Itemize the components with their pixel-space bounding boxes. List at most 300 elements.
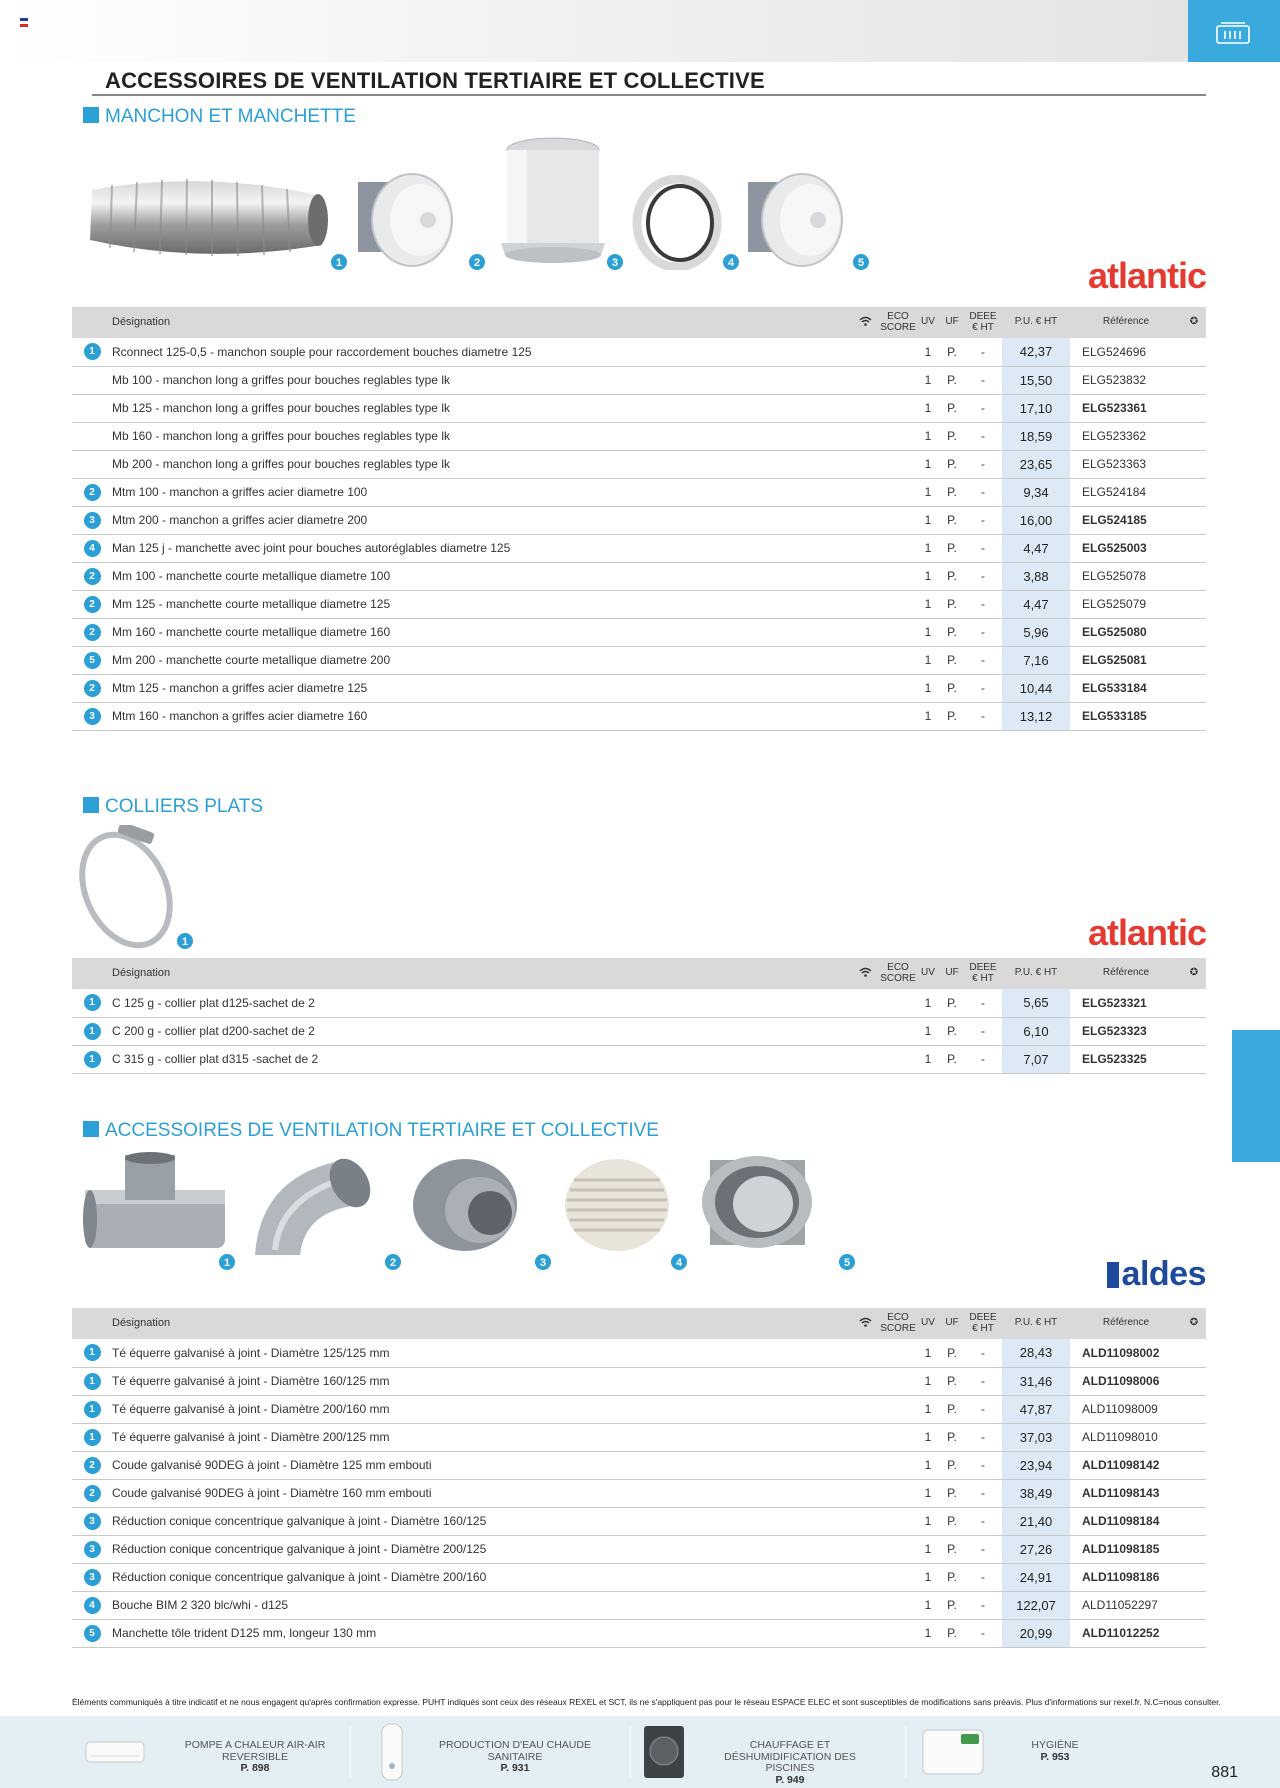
product-flexible-duct-image (82, 170, 332, 265)
row-wifi-cell (850, 422, 880, 450)
row-reference[interactable]: ELG523323 (1070, 1017, 1182, 1045)
row-reference[interactable]: ELG524185 (1070, 506, 1182, 534)
row-uv: 1 (916, 618, 940, 646)
section-title-text: COLLIERS PLATS (105, 796, 264, 817)
wifi-icon (850, 1308, 880, 1339)
table-row[interactable] (72, 1045, 1206, 1073)
row-product-number-badge: 2 (84, 1457, 101, 1474)
row-reference[interactable]: ELG523361 (1070, 394, 1182, 422)
row-product-number-badge: 3 (84, 1513, 101, 1530)
row-reference[interactable]: ALD11098184 (1070, 1507, 1182, 1535)
row-price: 3,88 (1002, 562, 1070, 590)
row-eco-score (880, 989, 916, 1017)
row-product-number-badge: 4 (84, 540, 101, 557)
row-uf: P. (940, 338, 964, 366)
row-number-cell (72, 1507, 112, 1535)
row-uv: 1 (916, 506, 940, 534)
row-product-number-badge: 1 (84, 1023, 101, 1040)
product-reduction-image (410, 1155, 530, 1260)
product-number-badge: 3 (534, 1253, 552, 1271)
row-designation: C 125 g - collier plat d125-sachet de 2 (112, 989, 850, 1017)
header-price: P.U. € HT (1002, 1308, 1070, 1339)
product-table-manchon (72, 307, 1206, 731)
row-designation: Mm 160 - manchette courte metallique diametre 160 (112, 618, 850, 646)
row-designation: Mb 160 - manchon long a griffes pour bouches reglables type lk (112, 422, 850, 450)
product-number-badge: 2 (384, 1253, 402, 1271)
settings-gear-icon[interactable]: ✪ (1182, 307, 1206, 338)
row-uf: P. (940, 394, 964, 422)
row-wifi-cell (850, 989, 880, 1017)
row-wifi-cell (850, 366, 880, 394)
row-reference[interactable]: ELG524696 (1070, 338, 1182, 366)
row-reference[interactable]: ELG525079 (1070, 590, 1182, 618)
row-reference[interactable]: ELG524184 (1070, 478, 1182, 506)
row-reference[interactable]: ALD11098010 (1070, 1423, 1182, 1451)
row-designation: Coude galvanisé 90DEG à joint - Diamètre 160 mm embouti (112, 1479, 850, 1507)
row-reference[interactable]: ELG533184 (1070, 674, 1182, 702)
row-price: 37,03 (1002, 1423, 1070, 1451)
row-uf: P. (940, 674, 964, 702)
row-uv: 1 (916, 674, 940, 702)
settings-gear-icon[interactable]: ✪ (1182, 958, 1206, 989)
row-reference[interactable]: ALD11098186 (1070, 1563, 1182, 1591)
row-eco-score (880, 450, 916, 478)
row-number-cell (72, 534, 112, 562)
product-bouche-bim-image (562, 1155, 672, 1260)
row-uv: 1 (916, 1423, 940, 1451)
row-uv: 1 (916, 646, 940, 674)
row-reference[interactable]: ALD11098006 (1070, 1367, 1182, 1395)
row-designation: C 200 g - collier plat d200-sachet de 2 (112, 1017, 850, 1045)
row-deee: - (964, 1591, 1002, 1619)
side-chapter-tab[interactable] (1232, 1030, 1280, 1162)
product-number-badge: 5 (852, 253, 870, 271)
row-reference[interactable]: ALD11098143 (1070, 1479, 1182, 1507)
section-square-icon (83, 1121, 99, 1137)
row-uf: P. (940, 422, 964, 450)
row-price: 6,10 (1002, 1017, 1070, 1045)
row-number-cell (72, 394, 112, 422)
row-price: 9,34 (1002, 478, 1070, 506)
row-price: 5,96 (1002, 618, 1070, 646)
row-designation: Mb 200 - manchon long a griffes pour bouches reglables type lk (112, 450, 850, 478)
row-uf: P. (940, 506, 964, 534)
row-wifi-cell (850, 1619, 880, 1647)
footer-link-piscines[interactable] (640, 1716, 910, 1788)
row-eco-score (880, 618, 916, 646)
row-deee: - (964, 478, 1002, 506)
brand-logo-aldes (1107, 1255, 1206, 1294)
header-uv: UV (916, 307, 940, 338)
row-number-cell (72, 478, 112, 506)
row-product-number-badge: 1 (84, 1401, 101, 1418)
table-row[interactable] (72, 989, 1206, 1017)
row-uf: P. (940, 1619, 964, 1647)
table-row[interactable] (72, 702, 1206, 730)
table-row[interactable] (72, 590, 1206, 618)
row-product-number-badge: 2 (84, 624, 101, 641)
table-row[interactable] (72, 1395, 1206, 1423)
row-reference[interactable]: ELG533185 (1070, 702, 1182, 730)
row-wifi-cell (850, 590, 880, 618)
row-uf: P. (940, 1045, 964, 1073)
row-reference[interactable]: ELG523832 (1070, 366, 1182, 394)
row-number-cell (72, 646, 112, 674)
table-row[interactable] (72, 1479, 1206, 1507)
header-reference: Référence (1070, 1308, 1182, 1339)
row-uv: 1 (916, 366, 940, 394)
row-reference[interactable]: ELG525081 (1070, 646, 1182, 674)
row-wifi-cell (850, 1017, 880, 1045)
row-product-number-badge: 2 (84, 1485, 101, 1502)
row-uf: P. (940, 366, 964, 394)
row-uf: P. (940, 1017, 964, 1045)
table-row[interactable] (72, 534, 1206, 562)
footer-label: CHAUFFAGE ET DÉSHUMIDIFICATION DES PISCINES (724, 1739, 856, 1775)
row-price: 23,94 (1002, 1451, 1070, 1479)
row-designation: Coude galvanisé 90DEG à joint - Diamètre 125 mm embouti (112, 1451, 850, 1479)
row-number-cell (72, 1045, 112, 1073)
row-action-cell (1182, 1339, 1206, 1367)
row-wifi-cell (850, 1479, 880, 1507)
row-product-number-badge: 2 (84, 484, 101, 501)
table-row[interactable] (72, 1507, 1206, 1535)
table-row[interactable] (72, 646, 1206, 674)
row-eco-score (880, 1535, 916, 1563)
row-reference[interactable]: ALD11098002 (1070, 1339, 1182, 1367)
row-price: 47,87 (1002, 1395, 1070, 1423)
row-eco-score (880, 1339, 916, 1367)
row-number-cell (72, 338, 112, 366)
row-price: 23,65 (1002, 450, 1070, 478)
row-reference[interactable]: ELG523321 (1070, 989, 1182, 1017)
table-row[interactable] (72, 562, 1206, 590)
footer-link-pompe-chaleur[interactable] (60, 1716, 360, 1788)
row-uv: 1 (916, 1507, 940, 1535)
row-uv: 1 (916, 1535, 940, 1563)
header-deee: DEEE € HT (964, 958, 1002, 989)
section-title-manchon (83, 106, 356, 128)
row-number-cell (72, 1017, 112, 1045)
row-action-cell (1182, 989, 1206, 1017)
row-eco-score (880, 506, 916, 534)
row-action-cell (1182, 366, 1206, 394)
row-action-cell (1182, 1535, 1206, 1563)
row-wifi-cell (850, 1367, 880, 1395)
row-product-number-badge: 1 (84, 343, 101, 360)
row-action-cell (1182, 1367, 1206, 1395)
row-deee: - (964, 1045, 1002, 1073)
row-number-cell (72, 1619, 112, 1647)
table-body (72, 1339, 1206, 1647)
category-tab[interactable] (1188, 0, 1280, 62)
header-designation: Désignation (72, 307, 850, 338)
row-deee: - (964, 1451, 1002, 1479)
table-row[interactable] (72, 1339, 1206, 1367)
footer-page: P. 953 (1040, 1750, 1070, 1763)
row-action-cell (1182, 1591, 1206, 1619)
row-product-number-badge: 5 (84, 652, 101, 669)
row-action-cell (1182, 1423, 1206, 1451)
row-product-number-badge: 1 (84, 1373, 101, 1390)
row-action-cell (1182, 702, 1206, 730)
row-uf: P. (940, 1535, 964, 1563)
row-price: 38,49 (1002, 1479, 1070, 1507)
row-price: 122,07 (1002, 1591, 1070, 1619)
row-number-cell (72, 1367, 112, 1395)
table-row[interactable] (72, 478, 1206, 506)
product-te-equerre-image (80, 1150, 230, 1265)
table-row[interactable] (72, 506, 1206, 534)
row-deee: - (964, 702, 1002, 730)
row-reference[interactable]: ALD11052297 (1070, 1591, 1182, 1619)
row-wifi-cell (850, 1591, 880, 1619)
table-row[interactable] (72, 338, 1206, 366)
header-uf: UF (940, 958, 964, 989)
row-eco-score (880, 338, 916, 366)
row-deee: - (964, 989, 1002, 1017)
row-wifi-cell (850, 1339, 880, 1367)
row-reference[interactable]: ALD11098009 (1070, 1395, 1182, 1423)
row-designation: Té équerre galvanisé à joint - Diamètre 200/160 mm (112, 1395, 850, 1423)
row-reference[interactable]: ALD11098185 (1070, 1535, 1182, 1563)
row-designation: Mb 100 - manchon long a griffes pour bouches reglables type lk (112, 366, 850, 394)
row-wifi-cell (850, 338, 880, 366)
section-title-colliers (83, 796, 263, 818)
row-wifi-cell (850, 646, 880, 674)
row-wifi-cell (850, 1423, 880, 1451)
section-title-text: MANCHON ET MANCHETTE (105, 106, 356, 127)
footer-link-eau-chaude[interactable] (360, 1716, 650, 1788)
footer-divider (630, 1726, 631, 1778)
header-uv: UV (916, 1308, 940, 1339)
row-deee: - (964, 1479, 1002, 1507)
row-reference[interactable]: ELG525080 (1070, 618, 1182, 646)
row-action-cell (1182, 674, 1206, 702)
row-action-cell (1182, 394, 1206, 422)
footer-page: P. 931 (500, 1762, 530, 1775)
row-reference[interactable]: ELG525003 (1070, 534, 1182, 562)
row-action-cell (1182, 506, 1206, 534)
table-row[interactable] (72, 1619, 1206, 1647)
row-deee: - (964, 534, 1002, 562)
header-uf: UF (940, 307, 964, 338)
row-uv: 1 (916, 394, 940, 422)
row-price: 10,44 (1002, 674, 1070, 702)
row-wifi-cell (850, 1535, 880, 1563)
row-designation: Mm 100 - manchette courte metallique diametre 100 (112, 562, 850, 590)
product-manchette-trident-image (695, 1150, 825, 1260)
section-title-accessoires (83, 1120, 659, 1142)
table-row[interactable] (72, 1591, 1206, 1619)
row-designation: Mm 200 - manchette courte metallique diametre 200 (112, 646, 850, 674)
row-price: 27,26 (1002, 1535, 1070, 1563)
header-uf: UF (940, 1308, 964, 1339)
row-product-number-badge: 3 (84, 512, 101, 529)
row-reference[interactable]: ELG523362 (1070, 422, 1182, 450)
product-number-badge: 1 (176, 932, 194, 950)
row-eco-score (880, 1619, 916, 1647)
table-row[interactable] (72, 1535, 1206, 1563)
table-body (72, 989, 1206, 1073)
top-bar (0, 0, 1280, 62)
row-uf: P. (940, 618, 964, 646)
product-manchon-acier-image (498, 135, 608, 280)
row-reference[interactable]: ELG523325 (1070, 1045, 1182, 1073)
row-uf: P. (940, 1507, 964, 1535)
row-uv: 1 (916, 1479, 940, 1507)
footer-page: P. 949 (775, 1773, 805, 1786)
product-number-badge: 4 (722, 253, 740, 271)
row-price: 18,59 (1002, 422, 1070, 450)
table-row[interactable] (72, 618, 1206, 646)
row-reference[interactable]: ELG523363 (1070, 450, 1182, 478)
row-eco-score (880, 646, 916, 674)
row-number-cell (72, 674, 112, 702)
row-number-cell (72, 1479, 112, 1507)
row-deee: - (964, 646, 1002, 674)
footer-link-hygiene[interactable] (915, 1716, 1175, 1788)
footer-label: PRODUCTION D'EAU CHAUDE SANITAIRE (439, 1739, 591, 1763)
header-price: P.U. € HT (1002, 307, 1070, 338)
pool-heat-pump-icon (642, 1724, 686, 1780)
row-wifi-cell (850, 1451, 880, 1479)
row-eco-score (880, 702, 916, 730)
row-uv: 1 (916, 1045, 940, 1073)
table-row[interactable] (72, 1367, 1206, 1395)
row-uv: 1 (916, 1563, 940, 1591)
footer-divider (905, 1726, 906, 1778)
row-product-number-badge: 2 (84, 568, 101, 585)
row-uf: P. (940, 1339, 964, 1367)
product-collier-image (76, 825, 186, 960)
row-deee: - (964, 590, 1002, 618)
brand-name: aldes (1121, 1255, 1206, 1293)
row-designation: Mtm 160 - manchon a griffes acier diametre 160 (112, 702, 850, 730)
row-reference[interactable]: ELG525078 (1070, 562, 1182, 590)
row-eco-score (880, 1423, 916, 1451)
row-uf: P. (940, 702, 964, 730)
table-row[interactable] (72, 394, 1206, 422)
product-bouche-manchon-image (350, 170, 465, 275)
row-action-cell (1182, 618, 1206, 646)
product-number-badge: 1 (218, 1253, 236, 1271)
row-uv: 1 (916, 1451, 940, 1479)
row-number-cell (72, 1451, 112, 1479)
table-header (72, 307, 1206, 338)
disclaimer-text: Éléments communiqués à titre indicatif et ne nous engagent qu'après confirmation expresse. PUHT indiqués sont ceux des réseaux REXEL et SCT, ils ne s'appliquent pas pour le réseau ESPACE ELEC et sont susceptibles de modifications sans préavis. Plus d'informations sur rexel.fr. N.C=nous consulter. (72, 1697, 1221, 1707)
row-number-cell (72, 618, 112, 646)
row-eco-score (880, 1479, 916, 1507)
row-eco-score (880, 1451, 916, 1479)
ventilation-unit-icon (1216, 22, 1250, 44)
row-wifi-cell (850, 478, 880, 506)
row-designation: Mtm 100 - manchon a griffes acier diametre 100 (112, 478, 850, 506)
row-designation: C 315 g - collier plat d315 -sachet de 2 (112, 1045, 850, 1073)
row-number-cell (72, 1535, 112, 1563)
row-product-number-badge: 5 (84, 1625, 101, 1642)
row-wifi-cell (850, 702, 880, 730)
row-uv: 1 (916, 338, 940, 366)
table-row[interactable] (72, 422, 1206, 450)
wifi-icon (850, 307, 880, 338)
row-action-cell (1182, 646, 1206, 674)
row-product-number-badge: 1 (84, 1051, 101, 1068)
footer-divider (350, 1726, 351, 1778)
row-uv: 1 (916, 562, 940, 590)
footer-page: P. 898 (240, 1762, 270, 1775)
row-deee: - (964, 1563, 1002, 1591)
table-row[interactable] (72, 1563, 1206, 1591)
row-action-cell (1182, 1479, 1206, 1507)
row-deee: - (964, 1017, 1002, 1045)
table-row[interactable] (72, 1423, 1206, 1451)
row-uf: P. (940, 989, 964, 1017)
row-number-cell (72, 1591, 112, 1619)
row-number-cell (72, 422, 112, 450)
row-uf: P. (940, 1423, 964, 1451)
row-wifi-cell (850, 674, 880, 702)
row-designation: Mtm 125 - manchon a griffes acier diametre 125 (112, 674, 850, 702)
aldes-logo-block (1107, 1262, 1119, 1288)
table-header (72, 958, 1206, 989)
row-eco-score (880, 562, 916, 590)
row-uv: 1 (916, 1017, 940, 1045)
footer-label: POMPE A CHALEUR AIR-AIR REVERSIBLE (184, 1739, 326, 1763)
row-designation: Man 125 j - manchette avec joint pour bouches autoréglables diametre 125 (112, 534, 850, 562)
row-deee: - (964, 1339, 1002, 1367)
product-coude-image (245, 1150, 395, 1265)
title-divider (92, 94, 1206, 96)
row-designation: Manchette tôle trident D125 mm, longeur 130 mm (112, 1619, 850, 1647)
row-uv: 1 (916, 1339, 940, 1367)
row-uv: 1 (916, 422, 940, 450)
row-uv: 1 (916, 450, 940, 478)
row-number-cell (72, 1339, 112, 1367)
row-reference[interactable]: ALD11098142 (1070, 1451, 1182, 1479)
row-deee: - (964, 1535, 1002, 1563)
row-deee: - (964, 338, 1002, 366)
row-designation: Mb 125 - manchon long a griffes pour bouches reglables type lk (112, 394, 850, 422)
settings-gear-icon[interactable]: ✪ (1182, 1308, 1206, 1339)
row-uf: P. (940, 1451, 964, 1479)
table-row[interactable] (72, 366, 1206, 394)
row-uf: P. (940, 646, 964, 674)
row-number-cell (72, 562, 112, 590)
row-deee: - (964, 422, 1002, 450)
row-reference[interactable]: ALD11012252 (1070, 1619, 1182, 1647)
row-designation: Té équerre galvanisé à joint - Diamètre 125/125 mm (112, 1339, 850, 1367)
row-uv: 1 (916, 534, 940, 562)
row-wifi-cell (850, 506, 880, 534)
row-eco-score (880, 534, 916, 562)
table-row[interactable] (72, 1017, 1206, 1045)
row-action-cell (1182, 590, 1206, 618)
row-eco-score (880, 1367, 916, 1395)
row-deee: - (964, 506, 1002, 534)
row-uv: 1 (916, 1367, 940, 1395)
product-manchette-joint-image (632, 175, 722, 275)
row-action-cell (1182, 338, 1206, 366)
table-row[interactable] (72, 674, 1206, 702)
table-row[interactable] (72, 450, 1206, 478)
row-deee: - (964, 1423, 1002, 1451)
row-product-number-badge: 1 (84, 994, 101, 1011)
header-designation: Désignation (72, 958, 850, 989)
table-row[interactable] (72, 1451, 1206, 1479)
row-action-cell (1182, 1395, 1206, 1423)
row-eco-score (880, 1507, 916, 1535)
